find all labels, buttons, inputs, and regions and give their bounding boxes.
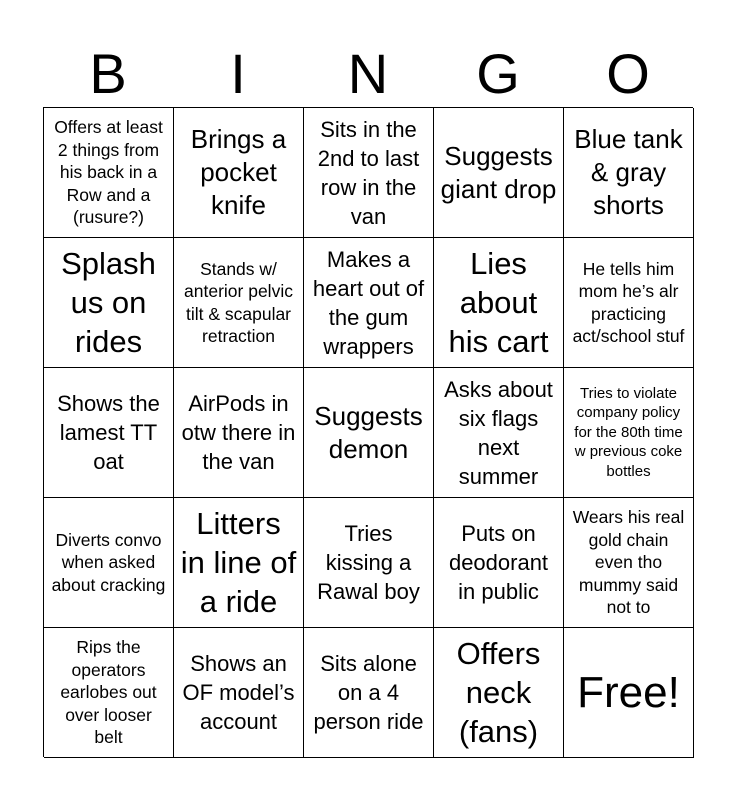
free-space-cell[interactable]	[564, 628, 694, 758]
header-letter-i: I	[230, 42, 246, 105]
header-letter-o: O	[606, 42, 650, 105]
cell-text: Shows the lamest TT oat	[57, 391, 160, 474]
bingo-cell-r3c3[interactable]	[304, 368, 434, 498]
cell-text: AirPods in otw there in the van	[181, 391, 296, 474]
cell-text: Wears his real gold chain even tho mummy said not to	[572, 507, 685, 618]
cell-text: Offers at least 2 things from his back in a Row and a (rusure?)	[54, 117, 163, 228]
cell-text: Sits alone on a 4 person ride	[313, 651, 424, 734]
cell-text: Brings a pocket knife	[190, 124, 287, 220]
bingo-cell-r3c4[interactable]	[434, 368, 564, 498]
bingo-cell-r2c4[interactable]	[434, 238, 564, 368]
cell-text: Lies about his cart	[448, 246, 549, 359]
bingo-cell-r4c4[interactable]	[434, 498, 564, 628]
bingo-cell-r2c2[interactable]	[174, 238, 304, 368]
cell-text: Puts on deodorant in public	[448, 521, 549, 604]
cell-text: Splash us on rides	[61, 246, 156, 359]
bingo-cell-r1c2[interactable]	[174, 108, 304, 238]
cell-text: Offers neck (fans)	[456, 636, 541, 749]
bingo-cell-r4c1[interactable]	[44, 498, 174, 628]
cell-text: Stands w/ anterior pelvic tilt & scapular retraction	[184, 258, 293, 346]
cell-text: Suggests demon	[314, 400, 423, 464]
bingo-header	[43, 40, 693, 108]
cell-text: Asks about six flags next summer	[444, 376, 553, 489]
bingo-cell-r1c5[interactable]	[564, 108, 694, 238]
bingo-cell-r2c5[interactable]	[564, 238, 694, 368]
cell-text: Suggests giant drop	[440, 140, 557, 204]
cell-text: Diverts convo when asked about cracking	[51, 529, 166, 595]
header-letter-g: G	[476, 42, 520, 105]
cell-text: Litters in line of a ride	[180, 506, 297, 619]
bingo-cell-r1c1[interactable]	[44, 108, 174, 238]
cell-text: Tries to violate company policy for the 80th time w previous coke bottles	[574, 384, 683, 480]
cell-text: Rips the operators earlobes out over looser belt	[60, 637, 157, 748]
bingo-cell-r5c2[interactable]	[174, 628, 304, 758]
header-letter-b: B	[89, 42, 127, 105]
cell-text: Sits in the 2nd to last row in the van	[317, 116, 420, 229]
cell-text: Blue tank & gray shorts	[574, 124, 683, 220]
bingo-cell-r2c3[interactable]	[304, 238, 434, 368]
bingo-cell-r5c3[interactable]	[304, 628, 434, 758]
bingo-cell-r1c4[interactable]	[434, 108, 564, 238]
bingo-cell-r3c5[interactable]	[564, 368, 694, 498]
bingo-grid	[43, 107, 693, 757]
bingo-cell-r4c2[interactable]	[174, 498, 304, 628]
bingo-cell-r5c4[interactable]	[434, 628, 564, 758]
cell-text: He tells him mom he’s alr practicing act/school stuf	[572, 258, 685, 346]
bingo-cell-r3c2[interactable]	[174, 368, 304, 498]
cell-text: Shows an OF model’s account	[182, 651, 295, 734]
cell-text: Makes a heart out of the gum wrappers	[312, 246, 425, 359]
header-letter-n: N	[347, 42, 389, 105]
bingo-cell-r2c1[interactable]	[44, 238, 174, 368]
bingo-cell-r3c1[interactable]	[44, 368, 174, 498]
cell-text: Tries kissing a Rawal boy	[317, 521, 420, 604]
bingo-cell-r1c3[interactable]	[304, 108, 434, 238]
bingo-cell-r4c3[interactable]	[304, 498, 434, 628]
bingo-cell-r4c5[interactable]	[564, 498, 694, 628]
free-space-text: Free!	[577, 667, 680, 717]
bingo-cell-r5c1[interactable]	[44, 628, 174, 758]
